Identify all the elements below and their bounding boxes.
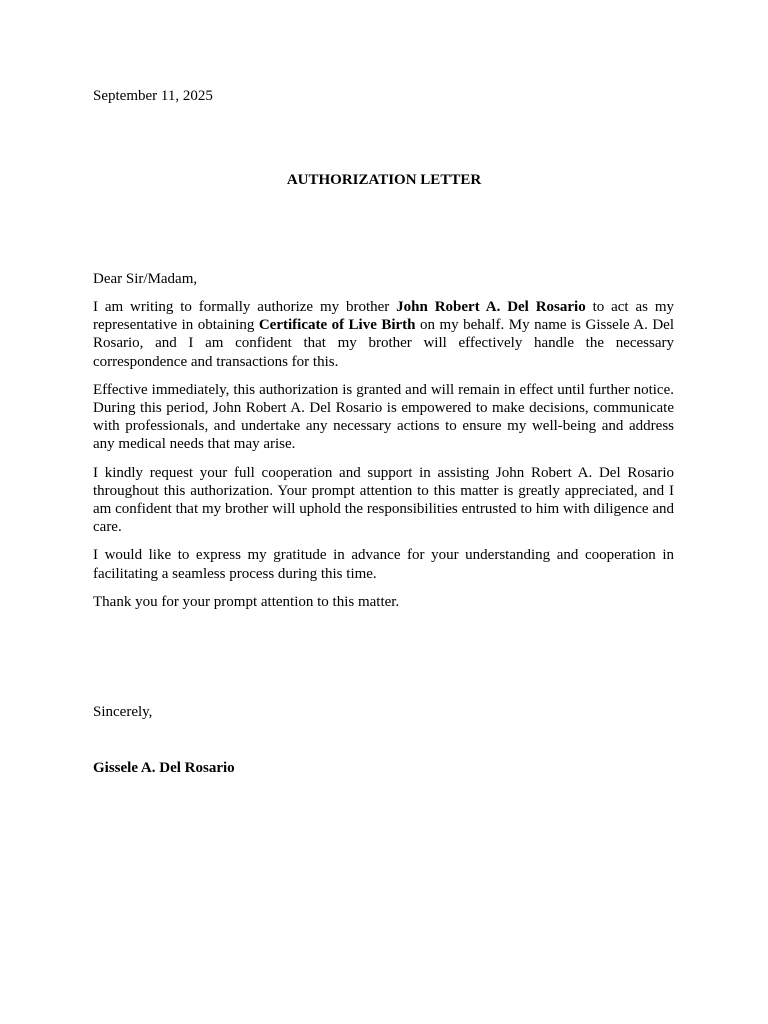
paragraph-thanks: Thank you for your prompt attention to this matter. <box>93 593 400 610</box>
document-name: Certificate of Live Birth <box>258 317 416 334</box>
signatory-name: Gissele A. Del Rosario <box>93 760 235 776</box>
salutation: Dear Sir/Madam, <box>93 271 198 287</box>
paragraph-request: I kindly request your full cooperation and support in assisting John Robert A. Del Rosario throughout this authorization. Your prompt attention to this matter is greatly appreciated, and I am confident that my brother will uphold the responsibilities entrusted to him with diligence and care. <box>93 464 674 536</box>
letter-body <box>93 298 674 621</box>
paragraph-1-rest: on my behalf. My name is Gissele A. Del Rosario, and I am confident that my brother will effectively handle the necessary correspondence and transactions for this. <box>93 317 674 370</box>
letter-date: September 11, 2025 <box>93 88 213 104</box>
paragraph-1-intro: I am writing to formally authorize my brother <box>93 299 397 315</box>
paragraph-effective: Effective immediately, this authorization is granted and will remain in effect until further notice. During this period, John Robert A. Del Rosario is empowered to make decisions, communicate with professionals, and undertake any necessary actions to ensure my well-being and address any medical needs that may arise. <box>93 381 674 453</box>
paragraph-1-mid: to act as my representative in obtaining <box>93 299 674 334</box>
representative-name: John Robert A. Del Rosario <box>396 299 586 315</box>
letter-title: AUTHORIZATION LETTER <box>286 172 482 188</box>
paragraph-authorization <box>93 298 674 371</box>
paragraph-gratitude: I would like to express my gratitude in advance for your understanding and cooperation in facilitating a seamless process during this time. <box>93 547 674 582</box>
closing: Sincerely, <box>93 704 153 720</box>
